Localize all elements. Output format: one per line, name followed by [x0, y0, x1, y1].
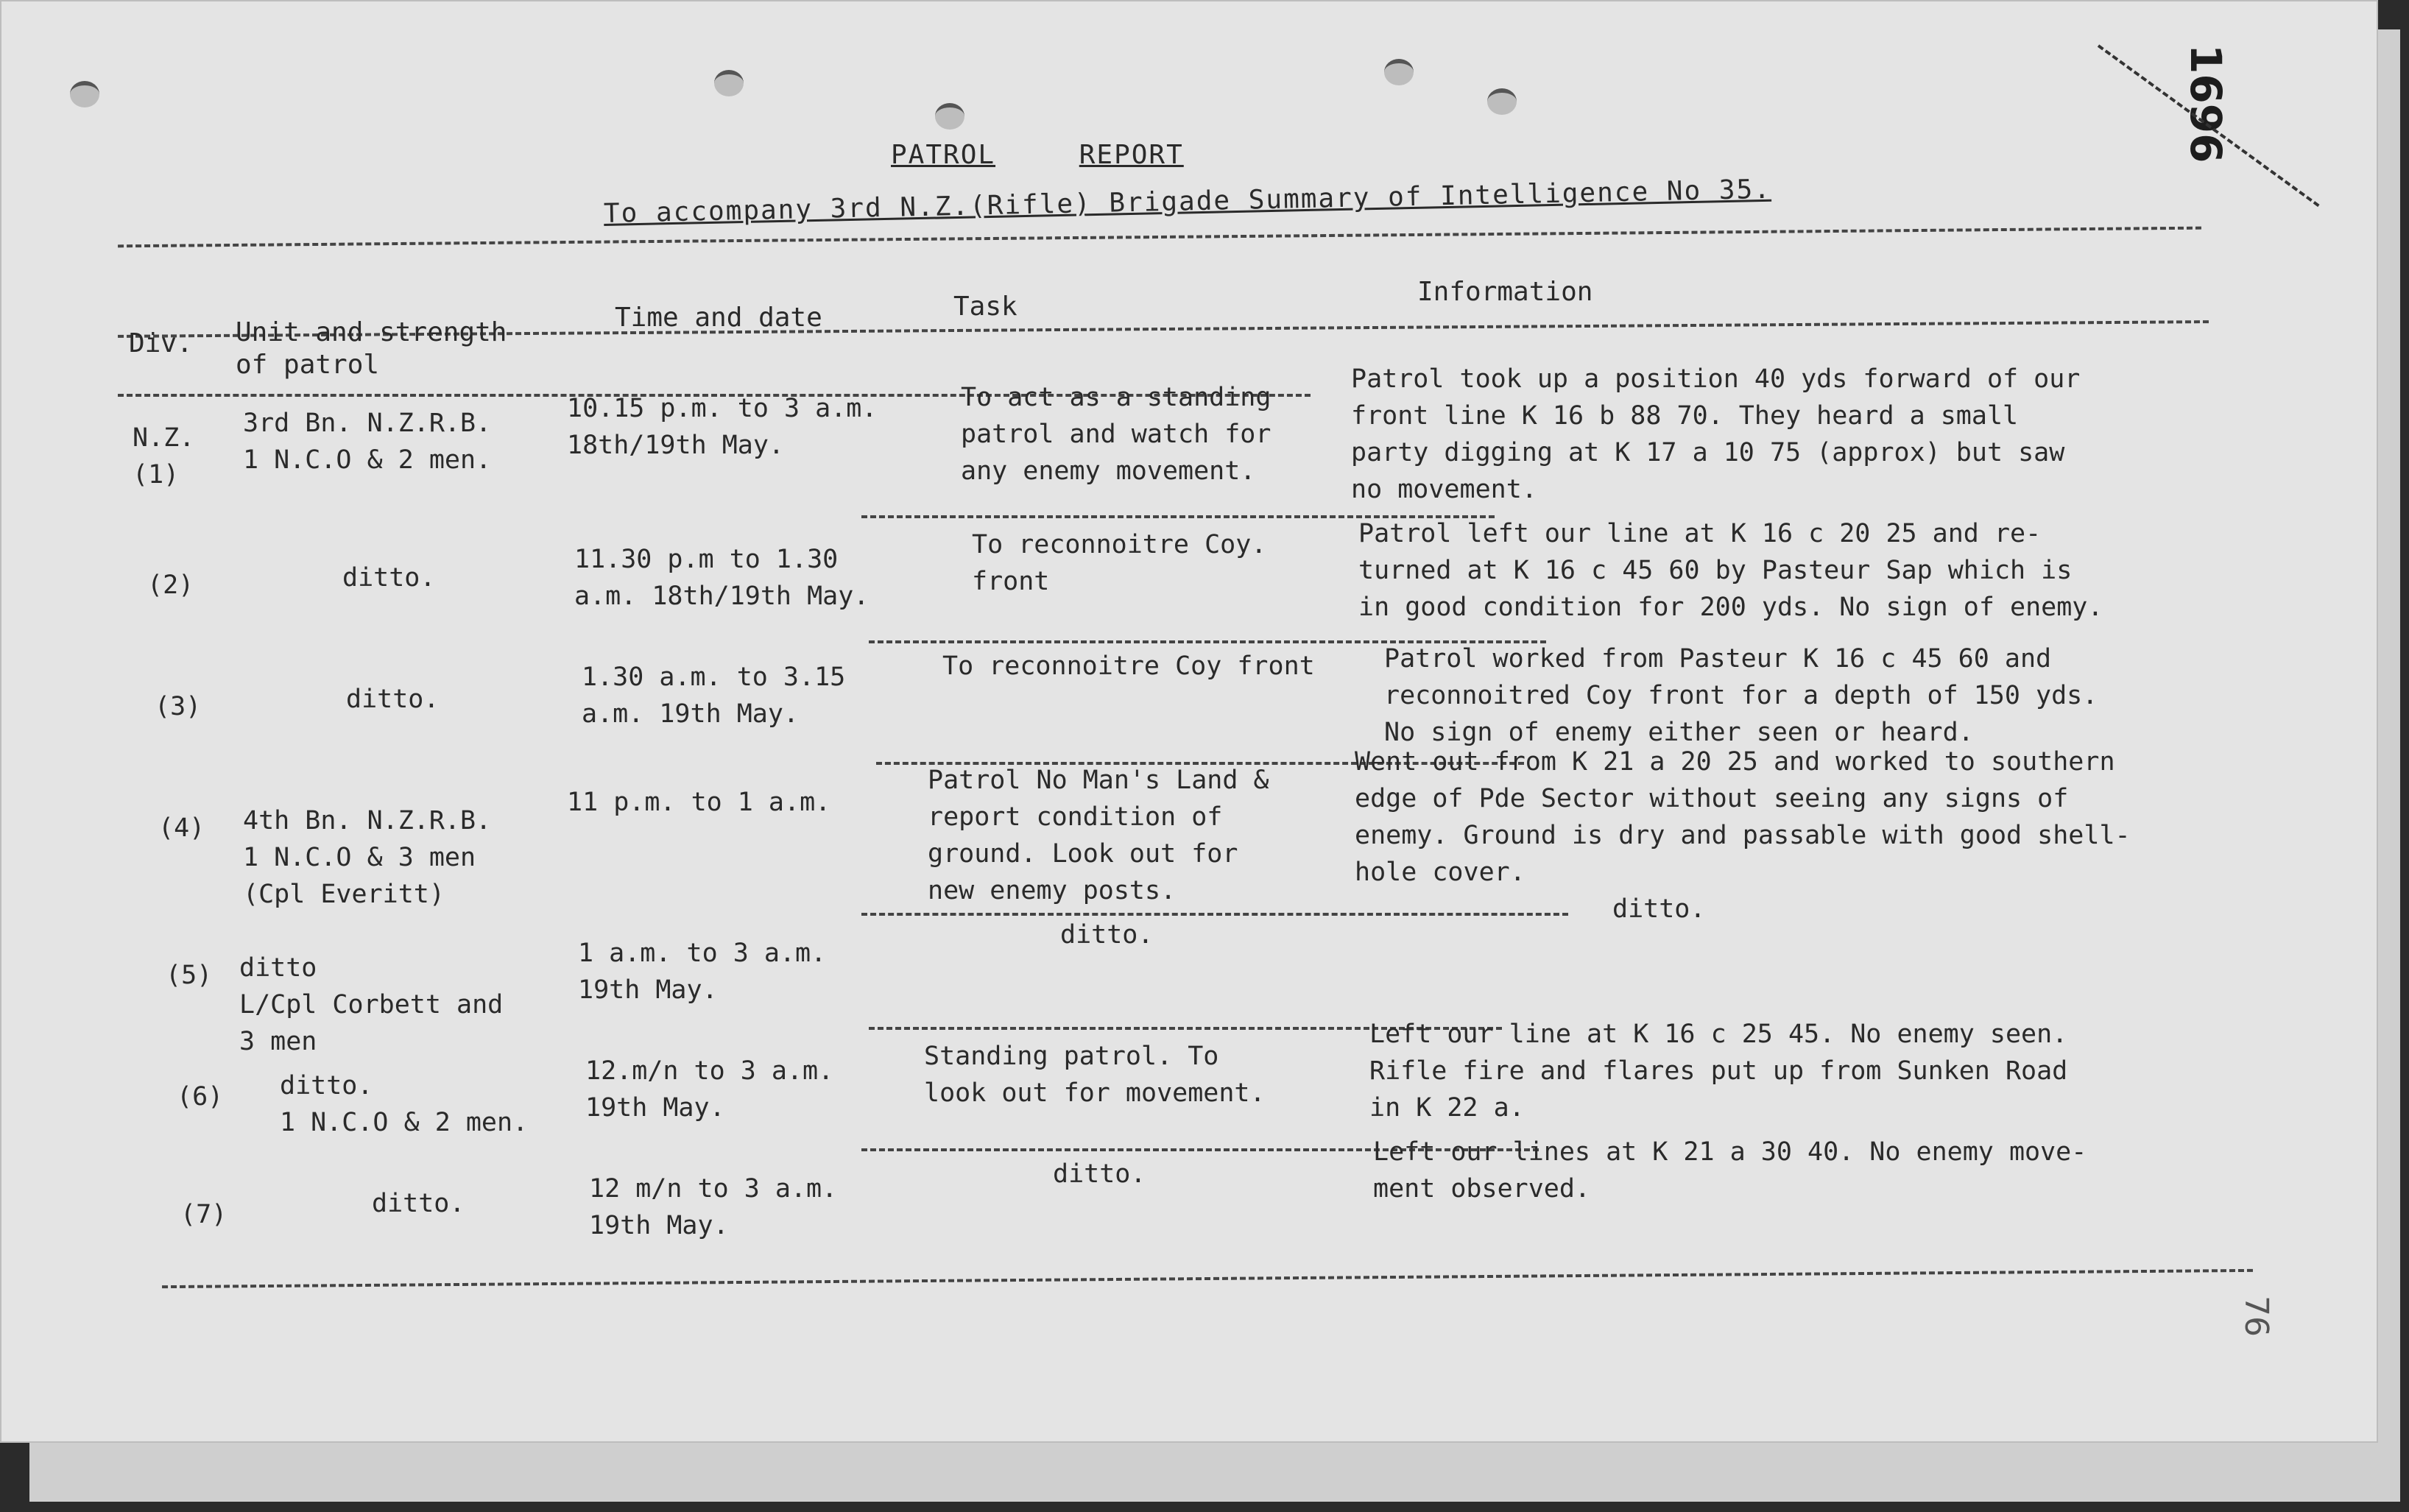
row-5-task: ditto. — [1060, 920, 1154, 950]
header-task: Task — [953, 292, 1017, 322]
row-2-div: (2) — [147, 570, 194, 600]
row-7-time: 12 m/n to 3 a.m. 19th May. — [589, 1174, 838, 1240]
row-2-task: To reconnoitre Coy. front — [972, 530, 1267, 596]
row-5-div: (5) — [166, 961, 213, 990]
header-div: Div. — [129, 328, 193, 358]
row-7-unit: ditto. — [372, 1189, 465, 1218]
row-6-unit: ditto. 1 N.C.O & 2 men. — [280, 1071, 529, 1137]
punch-hole — [70, 81, 99, 107]
stamp-number: 1696 — [2181, 44, 2231, 163]
row-7-div: (7) — [180, 1200, 228, 1229]
row-3-info: Patrol worked from Pasteur K 16 c 45 60 and reconnoitred Coy front for a depth of 150 yds. No sign of enemy either seen or heard. — [1384, 644, 2098, 747]
header-unit: Unit and strength of patrol — [236, 317, 507, 380]
row-4-time: 11 p.m. to 1 a.m. — [567, 788, 831, 817]
row-6-task: Standing patrol. To look out for movement. — [924, 1042, 1266, 1108]
row-4-unit: 4th Bn. N.Z.R.B. 1 N.C.O & 3 men (Cpl Everitt) — [243, 806, 492, 909]
row-7-task: ditto. — [1053, 1159, 1146, 1189]
row-5-info: ditto. — [1612, 894, 1706, 924]
row-1-time: 10.15 p.m. to 3 a.m. 18th/19th May. — [567, 394, 878, 460]
punch-hole — [1384, 59, 1414, 85]
row-5-time: 1 a.m. to 3 a.m. 19th May. — [578, 939, 827, 1005]
row-2-unit: ditto. — [342, 563, 436, 593]
row-6-div: (6) — [177, 1082, 224, 1112]
table-bottom-rule — [162, 1269, 2253, 1288]
row-rule — [861, 913, 1568, 916]
row-1-unit: 3rd Bn. N.Z.R.B. 1 N.C.O & 2 men. — [243, 409, 492, 475]
row-2-time: 11.30 p.m to 1.30 a.m. 18th/19th May. — [574, 545, 870, 611]
document-subtitle: To accompany 3rd N.Z.(Rifle) Brigade Summary of Intelligence No 35. — [603, 174, 1772, 229]
document-title — [891, 140, 1250, 170]
title-patrol: PATROL — [891, 140, 996, 170]
row-2-info: Patrol left our line at K 16 c 20 25 and re- turned at K 16 c 45 60 by Pasteur Sap which is in good condition for 200 yds. No sign of enemy. — [1358, 519, 2103, 622]
row-3-time: 1.30 a.m. to 3.15 a.m. 19th May. — [582, 663, 846, 729]
row-1-info: Patrol took up a position 40 yds forward of our front line K 16 b 88 70. They heard a small party digging at K 17 a 10 75 (approx) but saw no movement. — [1351, 364, 2081, 504]
title-report: REPORT — [1079, 140, 1184, 170]
punch-hole — [935, 103, 964, 130]
punch-hole — [1487, 88, 1517, 115]
row-1-div: N.Z. (1) — [133, 423, 195, 490]
header-time: Time and date — [615, 303, 822, 333]
row-6-time: 12.m/n to 3 a.m. 19th May. — [585, 1056, 834, 1123]
row-4-info: Went out from K 21 a 20 25 and worked to southern edge of Pde Sector without seeing any signs of enemy. Ground is dry and passable with good shell- hole cover. — [1355, 747, 2131, 887]
row-5-unit: ditto L/Cpl Corbett and 3 men — [239, 953, 504, 1056]
row-3-task: To reconnoitre Coy front — [942, 651, 1315, 681]
row-1-task: To act as a standing patrol and watch for any enemy movement. — [961, 383, 1271, 486]
row-4-div: (4) — [158, 813, 205, 843]
header-info: Information — [1417, 277, 1593, 307]
row-4-task: Patrol No Man's Land & report condition of ground. Look out for new enemy posts. — [928, 766, 1269, 905]
row-3-unit: ditto. — [346, 685, 440, 714]
page-number: 76 — [2237, 1296, 2275, 1337]
row-7-info: Left our lines at K 21 a 30 40. No enemy move- ment observed. — [1373, 1137, 2087, 1204]
row-3-div: (3) — [155, 692, 202, 721]
punch-hole — [714, 70, 744, 96]
row-6-info: Left our line at K 16 c 25 45. No enemy seen. Rifle fire and flares put up from Sunken Road in K 22 a. — [1369, 1020, 2068, 1123]
header-rule-top — [118, 227, 2201, 248]
